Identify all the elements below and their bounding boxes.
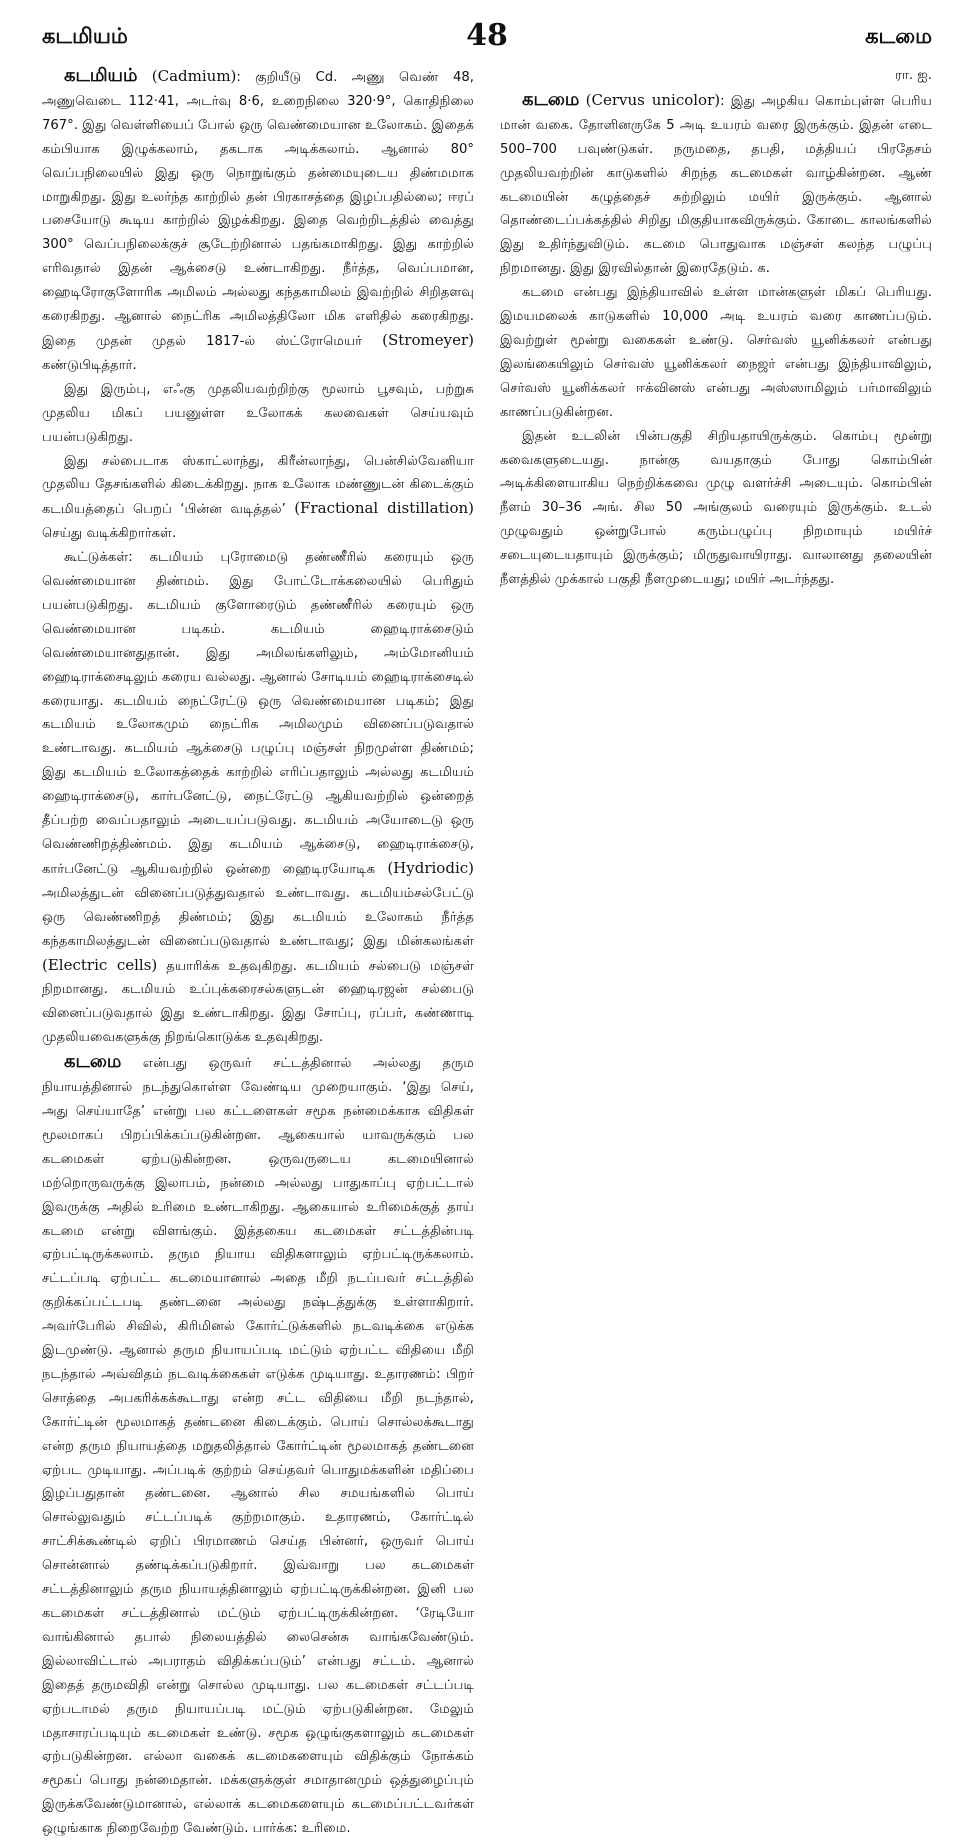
latin-electric-cells: (Electric cells) xyxy=(42,955,158,974)
entry-duty xyxy=(42,1050,474,1841)
cadmium-p1: : குறியீடு Cd. அணு வெண் 48, அணுவெடை 112·41, அடர்வு 8·6, உறைநிலை 320·9°, கொதிநிலை 767°. இது வெள்ளியைப் போல் ஒரு வெண்மையான உலோகம். இதைக் கம்பியாக இழுக்கலாம், தகடாக அடிக்கலாம். ஆனால் 80° வெப்பநிலையில் இது ஒரு நொறுங்கும் தன்மையுடைய திண்மமாக மாறுகிறது. இது உலர்ந்த காற்றில் தன் பிரகாசத்தை இழப்பதில்லை; ஈரப் பசையோடு கூடிய காற்றில் இழக்கிறது. இதை வெற்றிடத்தில் வைத்து 300° வெப்பநிலைக்குச் சூடேற்றினால் பதங்கமாகிறது. இது காற்றில் எரிவதால் இதன் ஆக்சைடு உண்டாகிறது. நீர்த்த, வெப்பமான, ஹைடிரோகுளோரிக அமிலம் அல்லது கந்தகாமிலம் இவற்றில் சிறிதளவு கரைகிறது. ஆனால் நைட்ரிக அமிலத்திலோ மிக எளிதில் கரைகிறது. இதை முதன் முதல் 1817-ல் ஸ்ட்ரோமெயர் xyxy=(42,70,474,349)
duty-signature-line xyxy=(500,64,932,88)
running-head-right: கடமை xyxy=(865,24,932,48)
latin-fractional: (Fractional distillation) xyxy=(294,499,474,518)
duty-signature: ரா. ஐ. xyxy=(895,68,932,83)
running-head-left: கடமியம் xyxy=(42,24,128,48)
headword-duty: கடமை xyxy=(64,1051,122,1073)
cadmium-p2: இது இரும்பு, எஃகு முதலியவற்றிற்கு மூலாம் பூசவும், பற்றுசு முதலிய மிகப் பயனுள்ள உலோகக் கலவைகள் செய்யவும் பயன்படுகிறது. xyxy=(42,381,474,445)
cadmium-p1-end: கண்டுபிடித்தார். xyxy=(42,357,137,373)
headword-cadmium: கடமியம் xyxy=(64,65,138,86)
latin-cadmium: (Cadmium) xyxy=(151,67,237,85)
headword-sambar: கடமை xyxy=(522,88,580,110)
cadmium-p4-mid: அமிலத்துடன் வினைப்படுத்துவதால் உண்டாவது. கடமியம்சல்பேட்டு ஒரு வெண்ணிறத் திண்மம்; இது கடமியம் உலோகம் நீர்த்த கந்தகாமிலத்துடன் வினைப்படுவதால் உண்டாவது; இது மின்கலங்கள் xyxy=(42,885,474,949)
duty-p1: என்பது ஒருவர் சட்டத்தினால் அல்லது தரும நியாயத்தினால் நடந்துகொள்ள வேண்டிய முறையாகும். ‘இது செய், அது செய்யாதே’ என்று பல கட்டளைகள் சமூக நன்மைக்காக விதிகள் மூலமாகப் பிறப்பிக்கப்படுகின்றன. ஆகையால் யாவருக்கும் பல கடமைகள் ஏற்படுகின்றன. ஒருவருடைய கடமையினால் மற்றொருவருக்கு இலாபம், நன்மை அல்லது பாதுகாப்பு ஏற்பட்டால் இவருக்கு அதில் உரிமை உண்டாகிறது. ஆகையால் உரிமைக்குத் தாய் கடமை என்று விளங்கும். இத்தகைய கடமைகள் சட்டத்தின்படி ஏற்பட்டிருக்கலாம். தரும நியாய விதிகளாலும் ஏற்பட்டிருக்கலாம். சட்டப்படி ஏற்பட்ட கடமையானால் அதை மீறி நடப்பவர் சட்டத்தில் குறிக்கப்பட்டபடி தண்டனை அல்லது நஷ்டத்துக்கு உள்ளாகிறார். அவர்பேரில் சிவில், கிரிமினல் கோர்ட்டுக்களில் நடவடிக்கை எடுக்க இடமுண்டு. ஆனால் தரும நியாயப்படி மட்டும் ஏற்பட்ட விதியை மீறி நடந்தால் அவ்விதம் நடவடிக்கைகள் எடுக்க முடியாது. உதாரணம்: பிறர் சொத்தை அபகரிக்கக்கூடாது என்ற சட்ட விதியை மீறி நடந்தால், கோர்ட்டின் மூலமாகத் தண்டனை கிடைக்கும். பொய் சொல்லக்கூடாது என்ற தரும நியாயத்தை மறுதலித்தால் கோர்ட்டின் மூலமாகத் தண்டனை ஏற்பட முடியாது. அப்படிக் குற்றம் செய்தவர் பொதுமக்களின் மதிப்பை இழப்பதுதான் தண்டனை. ஆனால் சில சமயங்களில் பொய் சொல்லுவதும் சட்டப்படிக் குற்றமாகும். உதாரணம், கோர்ட்டில் சாட்சிக்கூண்டில் ஏறிப் பிரமாணம் செய்த பின்னர், ஒருவர் பொய் சொன்னால் தண்டிக்கப்படுகிறார். இவ்வாறு பல கடமைகள் சட்டத்தினாலும் தரும நியாயத்தினாலும் ஏற்பட்டிருக்கின்றன. இனி பல கடமைகள் சட்டத்தினால் மட்டும் ஏற்பட்டிருக்கின்றன. ‘ரேடியோ வாங்கினால் தபால் நிலையத்தில் லைசென்சு வாங்கவேண்டும். இல்லாவிட்டால் அபராதம் விதிக்கப்படும்’ என்பது சட்டம். ஆனால் இதைத் தருமவிதி என்று சொல்ல முடியாது. பல கடமைகள் சட்டப்படி ஏற்படாமல் தரும நியாயப்படி மட்டும் ஏற்படுகின்றன. மேலும் மதாசாரப்படியும் கடமைகள் உண்டு. சமூக ஒழுங்குகளாலும் கடமைகள் ஏற்படுகின்றன. எல்லா வகைக் கடமைகளையும் விதிக்கும் நோக்கம் சமூகப் பொது நன்மைதான். மக்களுக்குள் சமாதானமும் ஒத்துழைப்பும் இருக்கவேண்டுமானால், எல்லாக் கடமைகளையும் கடமைப்பட்டவர்கள் ஒழுங்காக நிறைவேற்ற வேண்டும். பார்க்க: உரிமை. xyxy=(42,1056,474,1837)
left-column xyxy=(42,64,474,1841)
cadmium-p3-end: செய்து வடிக்கிறார்கள். xyxy=(42,526,177,542)
cadmium-p3-para xyxy=(42,450,474,547)
cadmium-p4-end: தயாரிக்க உதவுகிறது. கடமியம் சல்பைடு மஞ்சள் நிறமானது. கடமியம் உப்புக்கரைசல்களுடன் ஹைடிரஜன் சல்பைடு வினைப்படுவதால் இது உண்டாகிறது. இது சோப்பு, ரப்பர், கண்ணாடி முதலியவைகளுக்கு நிறங்கொடுக்க உதவுகிறது. xyxy=(42,958,474,1046)
latin-hydriodic: (Hydriodic) xyxy=(387,858,474,877)
cadmium-p3: இது சல்பைடாக ஸ்காட்லாந்து, கிரீன்லாந்து, பென்சில்வேனியா முதலிய தேசங்களில் கிடைக்கிறது. நாக உலோக மண்ணுடன் கிடைக்கும் கடமியத்தைப் பெறப் ‘பின்ன வடித்தல்’ xyxy=(42,453,474,518)
text-columns xyxy=(42,64,932,1841)
entry-cadmium xyxy=(42,64,474,378)
cadmium-p4-para xyxy=(42,546,474,1050)
cadmium-p4: கூட்டுக்கள்: கடமியம் புரோமைடு தண்ணீரில் கரையும் ஒரு வெண்மையான திண்மம். இது போட்டோக்கலையில் பெரிதும் பயன்படுகிறது. கடமியம் குளோரைடும் தண்ணீரில் கரையும் ஒரு வெண்மையான படிகம். கடமியம் ஹைடிராக்சைடும் வெண்மையானதுதான். இது அமிலங்களிலும், அம்மோனியம் ஹைடிராக்சைடிலும் கரைய வல்லது. ஆனால் சோடியம் ஹைடிராக்சைடில் கரையாது. கடமியம் நைட்ரேட்டு ஒரு வெண்மையான படிகம்; இது கடமியம் உலோகமும் நைட்ரிக அமிலமும் வினைப்படுவதால் உண்டாவது. கடமியம் ஆக்சைடு பழுப்பு மஞ்சள் நிறமுள்ள திண்மம்; இது கடமியம் உலோகத்தைக் காற்றில் எரிப்பதாலும் அல்லது கடமியம் ஹைடிராக்சைடு, கார்பனேட்டு, நைட்ரேட்டு ஆகியவற்றில் ஒன்றைத் தீப்பற்ற வைப்பதாலும் அடையப்படுவது. கடமியம் அயோடைடு ஒரு வெண்ணிறத்திண்மம். இது கடமியம் ஆக்சைடு, ஹைடிராக்சைடு, கார்பனேட்டு ஆகியவற்றில் ஒன்றை ஹைடிரயோடிக xyxy=(42,550,474,877)
running-head xyxy=(42,18,932,58)
sambar-p1: : இது அழகிய கொம்புள்ள பெரிய மான் வகை. தோளினருகே 5 அடி உயரம் வரை இருக்கும். இதன் எடை 500–700 பவுண்டுகள். நருமதை, தபதி, மத்தியப் பிரதேசம் முதலியவற்றின் காடுகளில் சிறந்த கடமைகள் வாழ்கின்றன. ஆண் கடமையின் கழுத்தைச் சுற்றிலும் மயிர் இருக்கும். ஆனால் தொண்டைப்பக்கத்தில் சிறிது மிகுதியாகவிருக்கும். கோடை காலங்களில் இது உதிர்ந்துவிடும். கடமை பொதுவாக மஞ்சள் கலந்த பழுப்பு நிறமானது. இது இரவில்தான் இரைதேடும். க. xyxy=(500,93,932,277)
latin-cervus-unicolor: (Cervus unicolor) xyxy=(585,90,721,109)
sambar-p2: கடமை என்பது இந்தியாவில் உள்ள மான்களுள் மிகப் பெரியது. இமயமலைக் காடுகளில் 10,000 அடி உயரம் வரை காணப்படும். இவற்றுள் மூன்று வகைகள் உண்டு. செர்வஸ் யூனிக்கலர் என்பது இலங்கையிலும் செர்வஸ் யூனிக்கலர் நைஜர் என்பது இந்தியாவிலும், செர்வஸ் யூனிக்கலர் ஈக்வினஸ் என்பது அஸ்ஸாமிலும் பர்மாவிலும் காணப்படுகின்றன. xyxy=(500,285,932,420)
page-number: 48 xyxy=(466,18,508,53)
right-column xyxy=(500,64,932,1841)
latin-stromeyer: (Stromeyer) xyxy=(382,330,474,349)
sambar-p3: இதன் உடலின் பின்பகுதி சிறியதாயிருக்கும். கொம்பு மூன்று கவைகளுடையது. நான்கு வயதாகும் போது கொம்பின் அடிக்கிளையாகிய நெற்றிக்கவை முழு வளர்ச்சி அடையும். கொம்பின் நீளம் 30–36 அங். சில 50 அங்குலம் வரையும் இருக்கும். உடல் முழுவதும் ஒன்றுபோல் கரும்பழுப்பு நிறமாயும் மயிர்ச் சடையுடையதாயும் இருக்கும்; மிருதுவாயிராது. வாலானது தலையின் நீளத்தில் முக்கால் பகுதி நீளமுடையது; மயிர் அடர்ந்தது. xyxy=(500,428,932,588)
entry-sambar xyxy=(500,88,932,281)
